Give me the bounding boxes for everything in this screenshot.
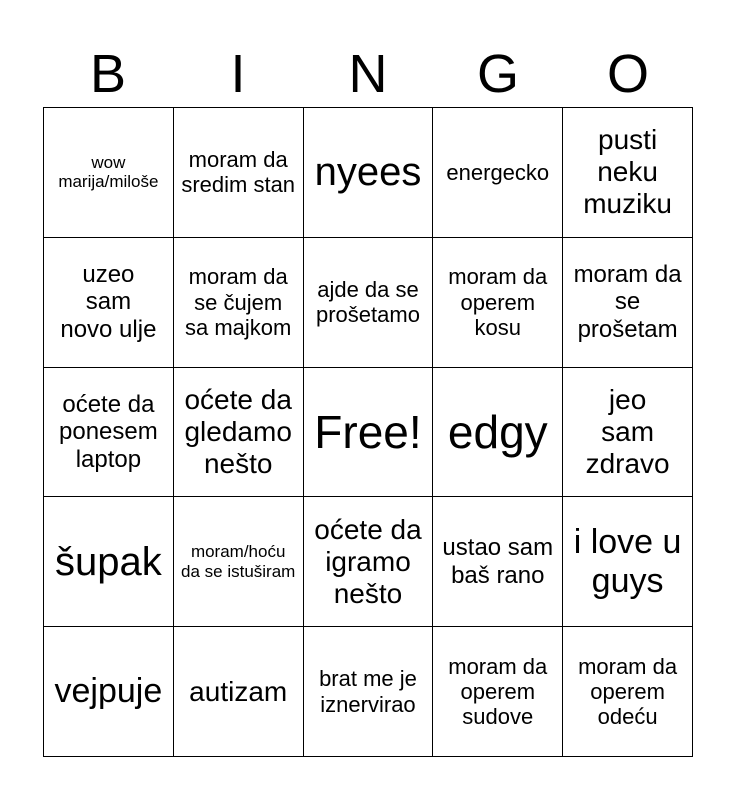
header-letter-g: G <box>476 44 519 104</box>
header-letter-o: O <box>606 44 649 104</box>
bingo-cell-r4-c2[interactable] <box>174 497 304 627</box>
cell-text: moram da se čujem sa majkom <box>185 264 292 340</box>
bingo-cell-r5-c5[interactable] <box>563 627 693 757</box>
header-letter-n: N <box>348 44 388 104</box>
bingo-cell-r1-c2[interactable] <box>174 108 304 238</box>
bingo-cell-r1-c3[interactable] <box>304 108 434 238</box>
cell-text: moram da operem odeću <box>578 653 678 730</box>
bingo-cell-r4-c4[interactable] <box>433 497 563 627</box>
cell-text: autizam <box>189 675 288 707</box>
bingo-cell-r1-c5[interactable] <box>563 108 693 238</box>
cell-text: edgy <box>447 405 548 458</box>
header-letter-i: I <box>230 44 246 104</box>
bingo-cell-r5-c2[interactable] <box>174 627 304 757</box>
bingo-cell-r1-c1[interactable] <box>44 108 174 238</box>
cell-text: moram da se prošetam <box>573 260 682 343</box>
bingo-cell-r5-c1[interactable] <box>44 627 174 757</box>
cell-text: i love u guys <box>573 522 682 600</box>
cell-text: pusti neku muziku <box>583 124 672 220</box>
cell-text: ustao sam baš rano <box>442 534 554 589</box>
cell-text: vejpuje <box>54 672 163 711</box>
header-letter-b: B <box>89 44 127 104</box>
bingo-header <box>43 40 693 108</box>
cell-text: moram da sredim stan <box>181 147 296 198</box>
bingo-cell-r2-c2[interactable] <box>174 238 304 368</box>
bingo-cell-r2-c4[interactable] <box>433 238 563 368</box>
cell-text: uzeo sam novo ulje <box>60 260 157 343</box>
bingo-cell-r2-c5[interactable] <box>563 238 693 368</box>
bingo-cell-r5-c4[interactable] <box>433 627 563 757</box>
cell-text: oćete da gledamo nešto <box>184 383 292 480</box>
cell-text: moram/hoću da se istuširam <box>181 542 296 581</box>
cell-text: jeo sam zdravo <box>585 383 670 480</box>
cell-text: moram da operem kosu <box>448 264 548 340</box>
cell-text: moram da operem sudove <box>448 653 548 730</box>
cell-text: energecko <box>446 159 550 185</box>
cell-text: brat me je iznervirao <box>319 666 417 717</box>
bingo-cell-r3-c3[interactable] <box>304 368 434 498</box>
bingo-cell-r4-c5[interactable] <box>563 497 693 627</box>
bingo-cell-r3-c2[interactable] <box>174 368 304 498</box>
bingo-cell-r5-c3[interactable] <box>304 627 434 757</box>
bingo-cell-r1-c4[interactable] <box>433 108 563 238</box>
bingo-cell-r2-c3[interactable] <box>304 238 434 368</box>
bingo-cell-r4-c1[interactable] <box>44 497 174 627</box>
cell-text: ajde da se prošetamo <box>316 276 420 328</box>
bingo-cell-r3-c1[interactable] <box>44 368 174 498</box>
bingo-cell-r2-c1[interactable] <box>44 238 174 368</box>
cell-text: wow marija/miloše <box>58 152 159 192</box>
cell-text: nyees <box>314 150 422 195</box>
bingo-cell-r3-c4[interactable] <box>433 368 563 498</box>
bingo-board <box>43 107 693 757</box>
cell-text: šupak <box>55 539 162 584</box>
cell-text: Free! <box>314 405 422 458</box>
cell-text: oćete da igramo nešto <box>314 513 422 609</box>
bingo-cell-r3-c5[interactable] <box>563 368 693 498</box>
bingo-cell-r4-c3[interactable] <box>304 497 434 627</box>
cell-text: oćete da ponesem laptop <box>59 390 158 473</box>
